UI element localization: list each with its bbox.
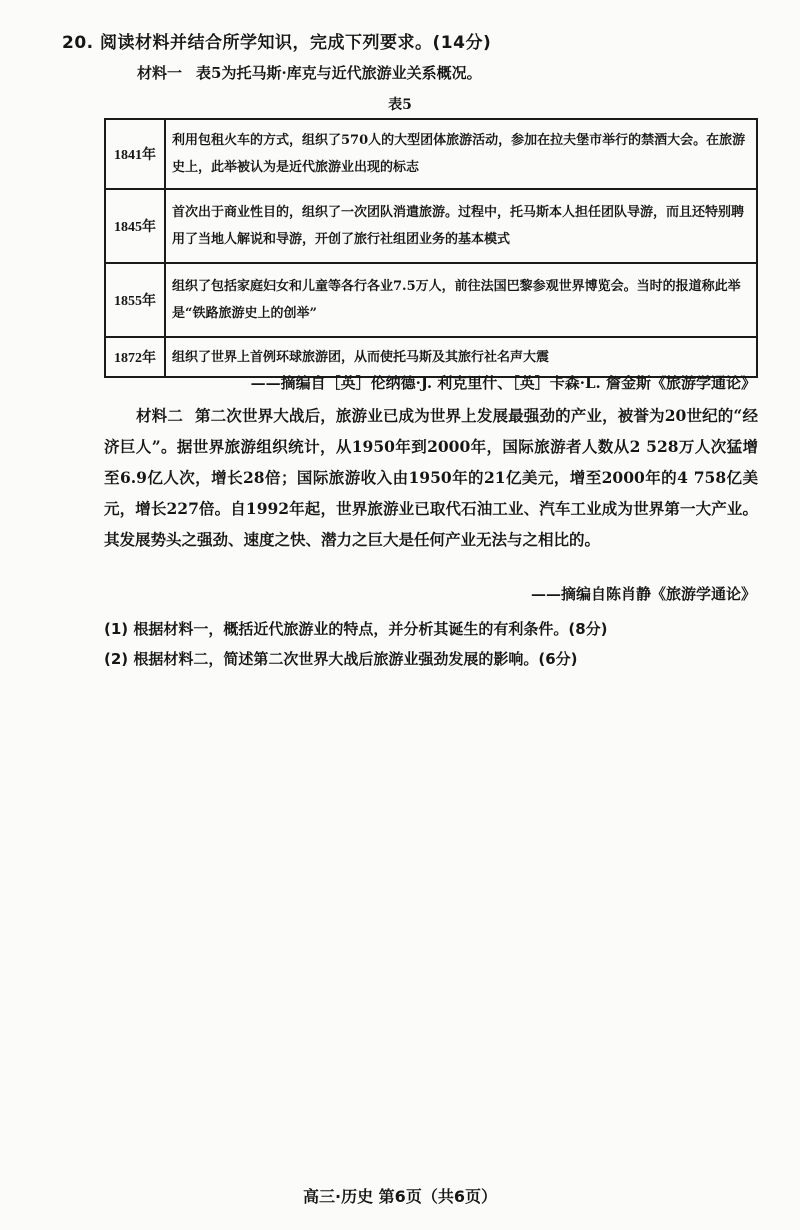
table-cell-event: 组织了包括家庭妇女和儿童等各行各业7.5万人，前往法国巴黎参观世界博览会。当时的报道称此举是“铁路旅游史上的创举” [165, 263, 757, 337]
table-row [105, 263, 757, 337]
table-caption: 表5 [388, 97, 412, 113]
material2-label: 材料二 [136, 406, 183, 425]
thomas-cook-table [104, 118, 758, 378]
table-cell-year: 1845年 [105, 189, 165, 263]
table-row [105, 119, 757, 189]
material2-text: 第二次世界大战后，旅游业已成为世界上发展最强劲的产业，被誉为20世纪的“经济巨人”。据世界旅游组织统计，从1950年到2000年，国际旅游者人数从2 528万人次猛增至6.9亿人次，增长28倍；国际旅游收入由1950年的21亿美元，增至2000年的4 758亿美元，增长227倍。自1992年起，世界旅游业已取代石油工业、汽车工业成为世界第一大产业。其发展势头之强劲、速度之快、潜力之巨大是任何产业无法与之相比的。 [104, 406, 758, 549]
table-cell-event: 利用包租火车的方式，组织了570人的大型团体旅游活动，参加在拉夫堡市举行的禁酒大会。在旅游史上，此举被认为是近代旅游业出现的标志 [165, 119, 757, 189]
table-cell-year: 1872年 [105, 337, 165, 377]
table-cell-year: 1841年 [105, 119, 165, 189]
page-footer: 高三·历史 第6页（共6页） [303, 1187, 497, 1206]
material1-source: ——摘编自［英］伦纳德·J. 利克里什、［英］卡森·L. 詹金斯《旅游学通论》 [250, 374, 756, 392]
material1-intro-text: 表5为托马斯·库克与近代旅游业关系概况。 [196, 64, 482, 82]
material1-label: 材料一 [137, 64, 183, 82]
table-cell-event: 首次出于商业性目的，组织了一次团队消遣旅游。过程中，托马斯本人担任团队导游，而且还特别聘用了当地人解说和导游，开创了旅行社组团业务的基本模式 [165, 189, 757, 263]
material1-intro [137, 62, 482, 83]
table-row [105, 189, 757, 263]
table-cell-event: 组织了世界上首例环球旅游团，从而使托马斯及其旅行社名声大震 [165, 337, 757, 377]
material2-paragraph [104, 400, 758, 555]
table-cell-year: 1855年 [105, 263, 165, 337]
sub-question-2: (2) 根据材料二，简述第二次世界大战后旅游业强劲发展的影响。(6分) [104, 650, 578, 668]
sub-question-1: (1) 根据材料一，概括近代旅游业的特点，并分析其诞生的有利条件。(8分) [104, 620, 608, 638]
question-title: 20. 阅读材料并结合所学知识，完成下列要求。(14分) [62, 33, 492, 53]
table-row [105, 337, 757, 377]
material2-source: ——摘编自陈肖静《旅游学通论》 [530, 585, 756, 603]
